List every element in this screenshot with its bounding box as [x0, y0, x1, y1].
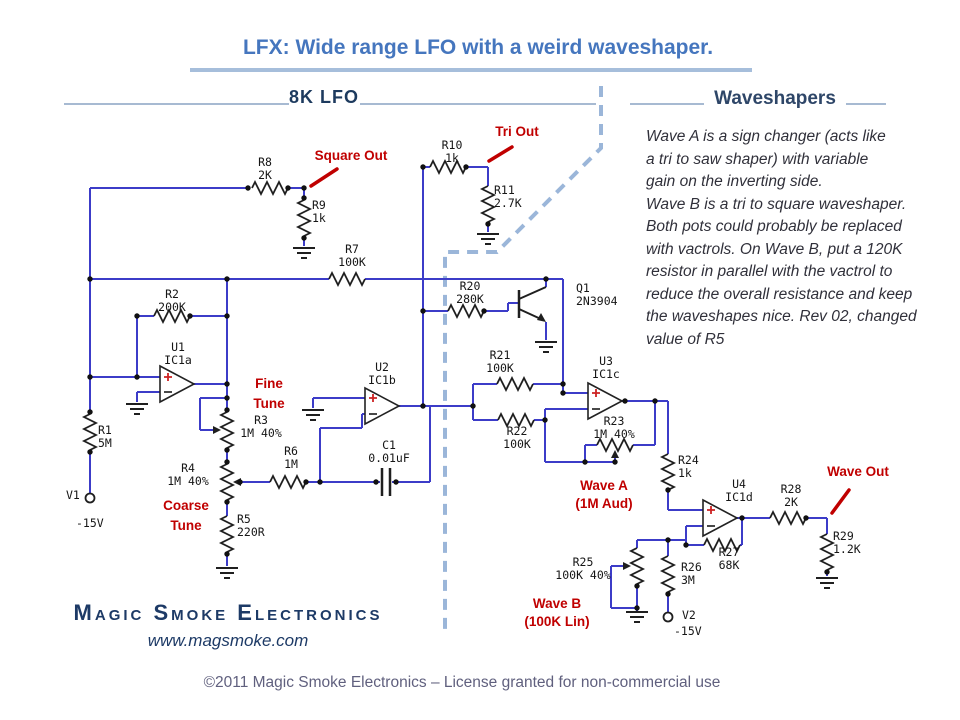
- resistor-r8-icon: [252, 182, 288, 194]
- label-fine-tune: Fine Tune: [253, 376, 285, 411]
- opamp-u4-icon: [703, 500, 737, 536]
- label-c1: C1 0.01uF: [368, 438, 410, 465]
- resistor-r29-icon: [821, 534, 833, 570]
- label-r22: R22 100K: [503, 424, 531, 451]
- tri-out-pointer-icon: [489, 147, 512, 161]
- terminal-v1-icon: [86, 494, 95, 503]
- label-v1: V1: [66, 488, 80, 502]
- label-wave-a: Wave A (1M Aud): [575, 478, 633, 511]
- section-heading-lfo: 8K LFO: [288, 87, 360, 107]
- title-underline: [190, 68, 752, 72]
- terminal-v2-icon: [664, 613, 673, 622]
- label-r2: R2 200K: [158, 287, 186, 314]
- label-u3: U3 IC1c: [592, 354, 620, 381]
- label-r4: R4 1M 40%: [167, 461, 209, 488]
- note-line: with vactrols. On Wave B, put a 120K: [646, 240, 903, 258]
- label-wave-out: Wave Out: [827, 464, 889, 479]
- label-coarse-tune: Coarse Tune: [163, 498, 209, 533]
- label-r20: R20 280K: [456, 279, 484, 306]
- capacitor-c1-icon: [382, 468, 390, 496]
- resistor-r28-icon: [770, 512, 806, 524]
- resistor-r7-icon: [329, 273, 365, 285]
- label-v2: V2: [682, 608, 696, 622]
- label-r6: R6 1M: [284, 444, 298, 471]
- label-u4: U4 IC1d: [725, 477, 753, 504]
- pot-wiper-arrows: [213, 426, 631, 570]
- resistor-r20-icon: [448, 305, 484, 317]
- label-r28: R28 2K: [780, 482, 802, 509]
- page-title: LFX: Wide range LFO with a weird waveshaper.: [242, 36, 714, 59]
- resistor-r21-icon: [497, 378, 533, 390]
- label-r26: R26 3M: [681, 560, 702, 587]
- label-square-out: Square Out: [314, 148, 388, 163]
- label-r8: R8 2K: [258, 155, 272, 182]
- label-u2: U2 IC1b: [368, 360, 396, 387]
- resistor-r4-icon: [221, 464, 233, 500]
- resistor-r25-icon: [631, 548, 643, 584]
- label-v1-voltage: -15V: [76, 516, 104, 530]
- note-line: a tri to saw shaper) with variable: [646, 150, 869, 168]
- label-r29: R29 1.2K: [833, 529, 861, 556]
- label-r27: R27 68K: [718, 545, 740, 572]
- label-r3: R3 1M 40%: [240, 413, 282, 440]
- label-r10: R10 1k: [441, 138, 463, 165]
- label-r21: R21 100K: [486, 348, 514, 375]
- opamp-u2-icon: [365, 388, 399, 424]
- label-u1: U1 IC1a: [164, 340, 192, 367]
- label-v2-voltage: -15V: [674, 624, 702, 638]
- label-r7: R7 100K: [338, 242, 366, 269]
- resistor-r1-icon: [84, 414, 96, 450]
- note-line: gain on the inverting side.: [646, 173, 823, 190]
- label-r5: R5 220R: [237, 512, 265, 539]
- label-r24: R24 1k: [678, 453, 699, 480]
- note-line: Wave A is a sign changer (acts like: [646, 128, 886, 145]
- resistor-r9-icon: [298, 200, 310, 236]
- resistor-r26-icon: [662, 556, 674, 592]
- note-line: reduce the overall resistance and keep: [646, 285, 913, 303]
- resistor-r11-icon: [482, 186, 494, 222]
- label-r11: R11 2.7K: [494, 183, 522, 210]
- resistor-r5-icon: [221, 516, 233, 552]
- label-r25: R25 100K 40%: [555, 555, 611, 582]
- company-logo: Magic Smoke Electronics: [73, 600, 383, 625]
- label-r1: R1 5M: [98, 423, 112, 450]
- square-out-pointer-icon: [311, 169, 337, 186]
- section-divider-dashed-line: [445, 86, 601, 635]
- resistor-r6-icon: [270, 476, 306, 488]
- note-line: value of R5: [646, 330, 725, 348]
- note-line: the waveshapes nice. Rev 02, changed: [646, 308, 917, 325]
- note-line: Wave B is a tri to square waveshaper.: [646, 195, 907, 213]
- transistor-q1-icon: [519, 287, 546, 322]
- opamp-u1-icon: [160, 366, 194, 402]
- label-r23: R23 1M 40%: [593, 414, 635, 441]
- note-line: resistor in parallel with the vactrol to: [646, 263, 893, 280]
- waveshaper-notes: [646, 126, 958, 351]
- label-tri-out: Tri Out: [495, 124, 539, 139]
- copyright-line: ©2011 Magic Smoke Electronics – License granted for non-commercial use: [203, 674, 721, 691]
- resistor-r24-icon: [662, 454, 674, 490]
- label-r9: R9 1k: [312, 198, 326, 225]
- section-heading-waveshapers: Waveshapers: [714, 88, 836, 109]
- note-line: Both pots could probably be replaced: [646, 218, 902, 235]
- label-q1: Q1 2N3904: [576, 281, 618, 308]
- website-link[interactable]: www.magsmoke.com: [147, 631, 309, 650]
- label-wave-b: Wave B (100K Lin): [524, 596, 590, 629]
- wave-out-pointer-icon: [832, 490, 849, 513]
- resistor-r3-icon: [221, 412, 233, 448]
